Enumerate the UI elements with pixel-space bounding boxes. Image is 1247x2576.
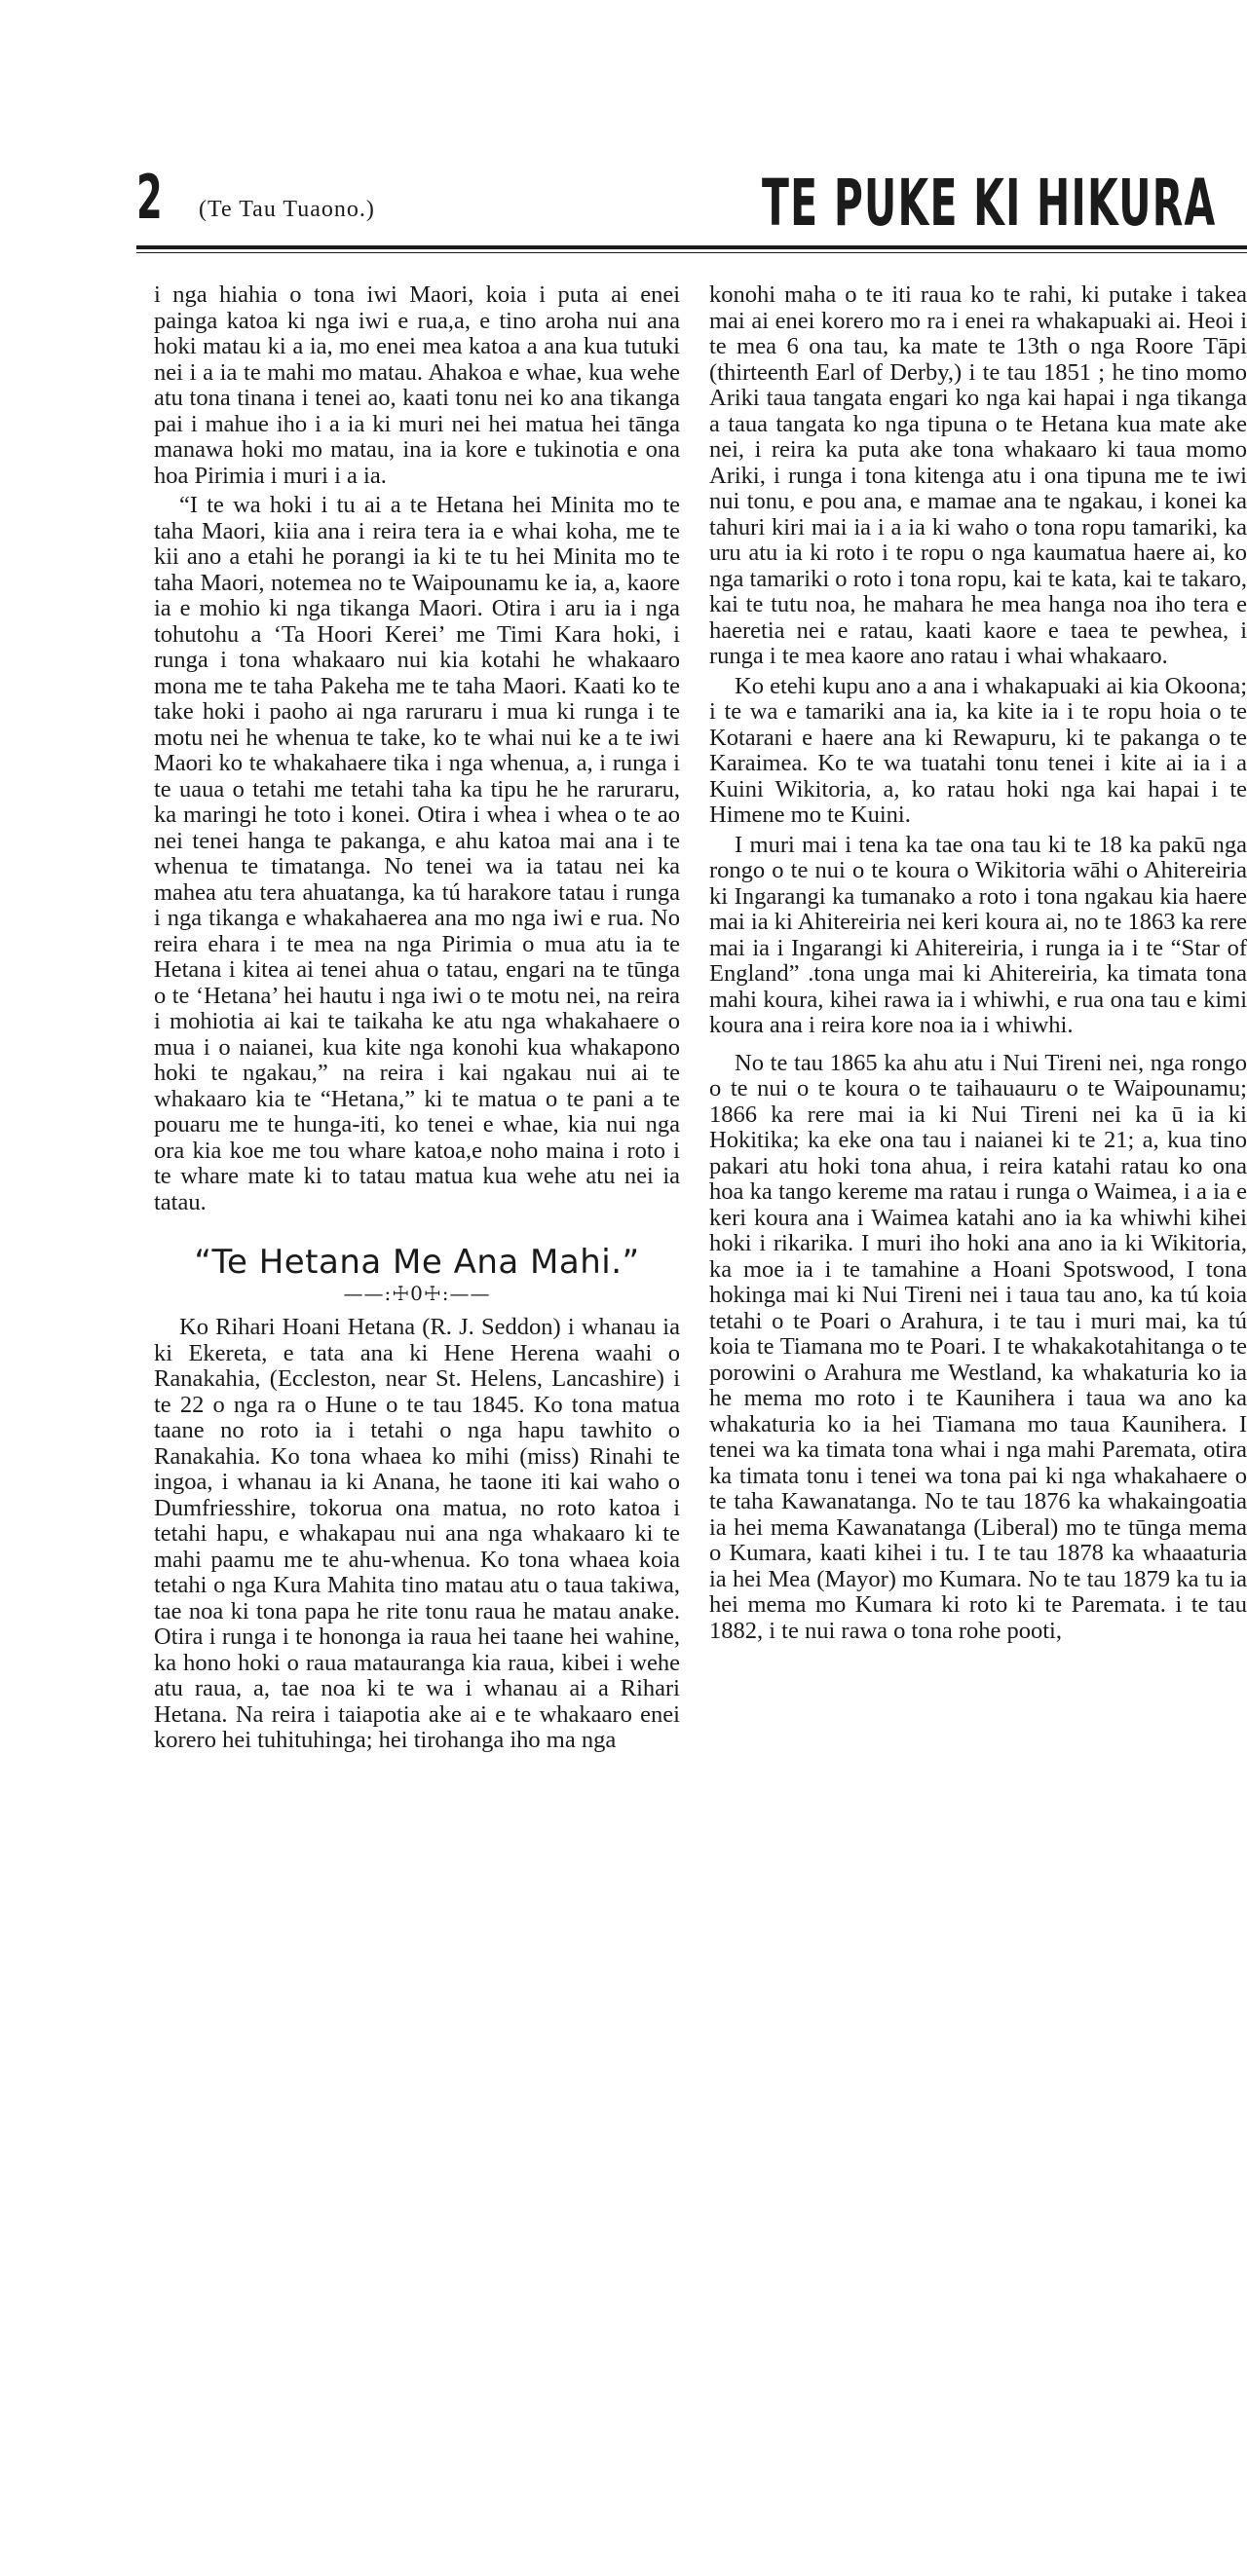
right-column <box>709 282 1247 2561</box>
issue-subtitle: (Te Tau Tuaono.) <box>199 197 375 222</box>
header-rule-thick <box>136 245 1247 249</box>
left-paragraph-1: i nga hiahia o tona iwi Maori, koia i puta ai enei painga katoa ki nga iwi e rua,a, e tino aroha nui ana hoki matau ki a ia, mo enei mea katoa a ana kua tutuki nei i a ia te mahi mo matau. Ahakoa e whae, kua wehe atu tona tinana i tenei ao, kaati tonu nei ko ana tikanga pai i mahue iho i a ia ki muri nei hei matua hei tānga manawa hoki mo matau, ina ia kore e tukinotia e ona hoa Pirimia i muri i a ia. <box>154 282 680 489</box>
left-paragraph-2: “I te wa hoki i tu ai a te Hetana hei Minita mo te taha Maori, kiia ana i reira tera ia e whai koha, me te kii ano a etahi he porangi ia ki te tu hei Minita mo te taha Maori, notemea no te Waipounamu ke ia, a, kaore ia e mohio ki nga tikanga Maori. Otira i aru ia i nga tohutohu a ‘Ta Hoori Kerei’ me Timi Kara hoki, i runga i tona whakaaro nui kia kotahi he whakaaro mona me te taha Pakeha me te taha Maori. Kaati ko te take hoki i paoho ai nga raruraru i mua ki runga i te motu nei he whenua te take, ko te whai nui ke a te iwi Maori ko te whakahaere tika i nga whenua, a, i runga i te uaua o tetahi me tetahi taha ka tipu he he raruraru, ka maringi he toto i konei. Otira i whea i whea o te ao nei tenei hanga te pakanga, e ahu katoa mai ana i te whenua te timatanga. No tenei wa ia tatau nei ka mahea atu tera ahuatanga, ka tú harakore tatau i runga i nga tikanga e whakahaerea ana mo nga iwi e rua. No reira ehara i te mea na nga Pirimia o mua atu ia te Hetana i kitea ai tenei ahua o tatau, engari na te tūnga o te ‘Hetana’ hei hautu i nga iwi o te motu nei, na reira i mohiotia ai kai te taikaha ke atu nga whakahaere o mua i o naianei, kua kite nga konohi kua whakapono hoki te ngakau,” na reira i kai ngakau nui ai te whakaaro kia te “Hetana,” ki te matua o te pani a te pouaru me te hunga-iti, ko tenei e whae, kia nui nga ora kia koe me tou whare katoa,e noho maina i roto i te whare mate ki to tatau matua kua wehe atu nei ia tatau. <box>154 492 680 1215</box>
right-paragraph-2: Ko etehi kupu ano a ana i whakapuaki ai kia Okoona; i te wa e tamariki ana ia, ka kite ia i te ropu hoia o te Kotarani e haere ana ki Rewapuru, ki te pakanga o te Karaimea. Ko te wa tuatahi tonu tenei i kite ai ia i a Kuini Wikitoria, a, ko ratau hoki nga kai hapai i te Himene mo te Kuini. <box>709 672 1247 828</box>
section-ornament: ——:☩0☩:—— <box>343 1282 491 1305</box>
section-paragraph-1: Ko Rihari Hoani Hetana (R. J. Seddon) i whanau ia ki Ekereta, e tata ana ki Hene Herena waahi o Ranakahia, (Eccleston, near St. Helens, Lancashire) i te 22 o nga ra o Hune o te tau 1845. Ko tona matua taane no roto ia i tetahi o nga hapu tawhito o Ranakahia. Ko tona whaea ko mihi (miss) Rinahi te ingoa, i whanau ia ki Anana, he taone iti kai waho o Dumfriesshire, tokorua ona matua, no roto katoa i tetahi hapu, e whakapau nui ana nga whakaaro ki te mahi paamu me te ahu-whenua. Ko tona whaea koia tetahi o nga Kura Mahita tino matau atu o taua takiwa, tae noa ki tona papa he rite tonu raua he matau anake. Otira i runga i te hononga ia raua hei taane hei wahine, ka hono hoki o raua matauranga kia raua, kibei i wehe atu raua, a, tae noa ki te wa i whanau ai a Rihari Hetana. Na reira i taiapotia ake ai e te whakaaro enei korero hei tuhituhinga; hei tirohanga iho ma nga <box>154 1314 680 1753</box>
right-paragraph-3: I muri mai i tena ka tae ona tau ki te 18 ka pakū nga rongo o te nui o te koura o Wikitoria wāhi o Ahitereiria ki Ingarangi ka tumanako a roto i tona ngakau kia haere mai ia ki Ahitereiria nei keri koura ai, no te 1863 ka rere mai ia i Ingarangi ki Ahitereiria, i runga ia i te “Star of England” .tona unga mai ki Ahitereiria, ka timata tona mahi koura, kihei rawa ia i whiwhi, e rua ona tau e kimi koura ana i reira kore noa ia i whiwhi. <box>709 831 1247 1038</box>
header-rule-thin <box>136 252 1247 253</box>
page-number: 2 <box>136 162 163 233</box>
right-paragraph-1: konohi maha o te iti raua ko te rahi, ki putake i takea mai ai enei korero mo ra i enei ra whakapuaki ai. Heoi i te mea 6 ona tau, ka mate te 13th o nga Roore Tāpi (thirteenth Earl of Derby,) i te tau 1851 ; he tino momo Ariki taua tangata engari ko nga kai hapai i nga tikanga a taua tangata ko nga tipuna o te Hetana kua mate ake nei, i reira ka puta ake tona whakaaro ki taua momo Ariki, i runga i tona kitenga atu i ona tipuna me te iwi nui tonu, e pou ana, e mamae ana te ngakau, i konei ka tahuri kiri mai ia i a ia ki waho o tona ropu tamariki, ka uru atu ia ki roto i te ropu o nga kaumatua haere ai, ko nga tamariki o roto i tona ropu, kai te kata, kai te takaro, kai te tutu noa, he mahara he mea hanga noa iho tera e haeretia nei e ratau, kaati kaore e taea te pewhea, i runga i te mea kaore ano ratau i whai whakaaro. <box>709 282 1247 669</box>
right-paragraph-4: No te tau 1865 ka ahu atu i Nui Tireni nei, nga rongo o te nui o te koura o te taihauauru o te Waipounamu; 1866 ka rere mai ia ki Nui Tireni nei ka ū ia ki Hokitika; ka eke ona tau i naianei ki te 21; a, kua tino pakari atu hoki tona ahua, i reira katahi ratau ko ona hoa ka tango kereme ma ratau i runga o Waimea, i a ia e keri koura ana i Waimea katahi ano ia ka whiwhi kihei hoki i rikarika. I muri iho hoki ana ano ia ki Wikitoria, ka moe ia i te tamahine a Hoani Spotswood, I tona hokinga mai ki Nui Tireni nei i taua tau ano, ka tú koia tetahi o te Poari o Arahura, i te tau i muri mai, ka tú koia te Tiamana mo te Poari. I te whakakotahitanga o te porowini o Arahura me Westland, ka whakaturia ko ia he mema mo roto i te Kaunihera i taua wa ano ka whakaturia ko ia hei Tiamana mo taua Kaunihera. I tenei wa ka timata tona whai i nga mahi Paremata, otira ka timata tonu i tenei wa tona pai ki nga whakahaere o te taha Kawanatanga. No te tau 1876 ka whakaingoatia ia hei mema Kawanatanga (Liberal) mo te tūnga mema o Kumara, kaati kihei i tu. I te tau 1878 ka whaaaturia ia hei Mea (Mayor) mo Kumara. No te tau 1879 ka tu ia hei mema mo Kumara ki roto ki te Paremata. i te tau 1882, i te nui rawa o tona rohe pooti, <box>709 1049 1247 1644</box>
page-header <box>136 162 1247 245</box>
section-title: “Te Hetana Me Ana Mahi.” <box>194 1243 640 1282</box>
newspaper-masthead: TE PUKE KI HIKURA <box>762 166 1217 241</box>
left-column <box>154 282 680 2561</box>
